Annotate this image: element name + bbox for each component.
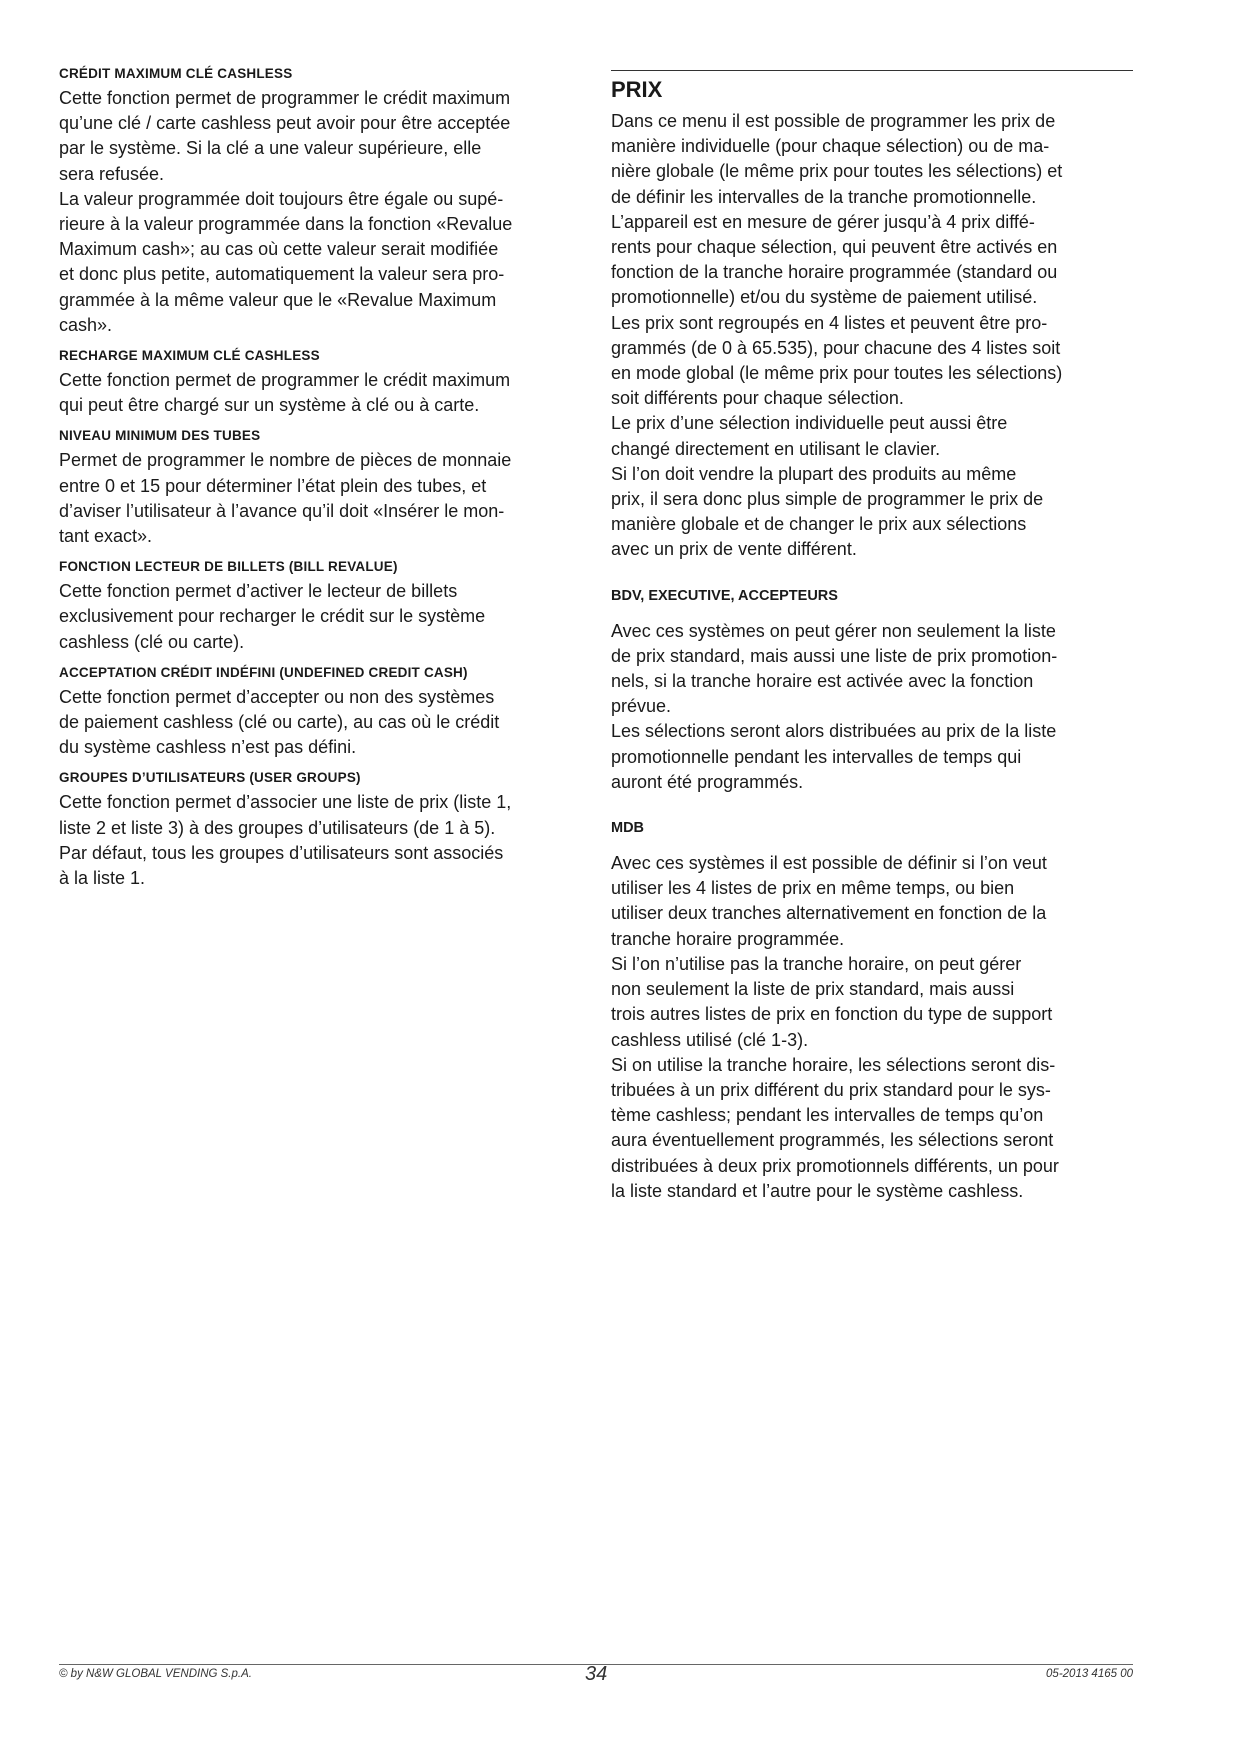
footer-doc-code: 05-2013 4165 00 [1046, 1668, 1133, 1680]
section-heading-tubes-level: NIVEAU MINIMUM DES TUBES [59, 428, 261, 444]
page-number: 34 [585, 1663, 608, 1685]
footer-copyright: © by N&W GLOBAL VENDING S.p.A. [59, 1668, 252, 1680]
subsection-body-bdv: Avec ces systèmes on peut gérer non seulement la liste de prix standard, mais aussi une liste de prix promotion- nels, si la tranche horaire est activée avec la fonction prévue. Les sélections seront alors distribuées au prix de la liste promotionnelle pendant les intervalles de temps qui auront été programmés. [611, 620, 1058, 792]
right-column [611, 66, 1133, 1204]
subsection-heading-mdb: MDB [611, 820, 645, 837]
section-body-bill-reader: Cette fonction permet d’activer le lecteur de billets exclusivement pour recharger le crédit sur le système cashless (clé ou carte). [59, 581, 486, 652]
section-heading-recharge-max: RECHARGE MAXIMUM CLÉ CASHLESS [59, 348, 320, 364]
left-column [59, 66, 586, 891]
section-body-recharge-max: Cette fonction permet de programmer le crédit maximum qui peut être chargé sur un système à clé ou à carte. [59, 370, 511, 416]
prix-title: PRIX [611, 77, 663, 102]
section-body-undefined-credit: Cette fonction permet d’accepter ou non des systèmes de paiement cashless (clé ou carte), au cas où le crédit du système cashless n’est pas défini. [59, 686, 500, 758]
section-heading-undefined-credit: ACCEPTATION CRÉDIT INDÉFINI (UNDEFINED CREDIT CASH) [59, 664, 468, 680]
section-heading-user-groups: GROUPES D’UTILISATEURS (USER GROUPS) [59, 770, 361, 786]
section-heading-bill-reader: FONCTION LECTEUR DE BILLETS (BILL REVALUE) [59, 559, 398, 575]
section-body-credit-max: Cette fonction permet de programmer le crédit maximum qu’une clé / carte cashless peut avoir pour être acceptée par le système. Si la clé a une valeur supérieure, elle sera refusée. La valeur programmée doit toujours être égale ou supé- rieure à la valeur programmée dans la fonction «Revalue Maximum cash»; au cas où cette valeur serait modifiée et donc plus petite, automatiquement la valeur sera pro- grammée à la même valeur que le «Revalue Maximum cash». [59, 88, 513, 335]
section-body-user-groups: Cette fonction permet d’associer une liste de prix (liste 1, liste 2 et liste 3) à des groupes d’utilisateurs (de 1 à 5). Par défaut, tous les groupes d’utilisateurs sont associés à la liste 1. [59, 792, 512, 889]
title-rule [611, 70, 1133, 71]
section-body-tubes-level: Permet de programmer le nombre de pièces de monnaie entre 0 et 15 pour déterminer l’état plein des tubes, et d’aviser l’utilisateur à l’avance qu’il doit «Insérer le mon- tant exact». [59, 450, 512, 547]
subsection-heading-bdv: BDV, EXECUTIVE, ACCEPTEURS [611, 587, 838, 604]
subsection-body-mdb: Avec ces systèmes il est possible de définir si l’on veut utiliser les 4 listes de prix en même temps, ou bien utiliser deux tranches alternativement en fonction de la tranche horaire programmée. Si l’on n’utilise pas la tranche horaire, on peut gérer non seulement la liste de prix standard, mais aussi trois autres listes de prix en fonction du type de support cashless utilisé (clé 1-3). Si on utilise la tranche horaire, les sélections seront dis- tribuées à un prix différent du prix standard pour le sys- tème cashless; pendant les intervalles de temps qu’on aura éventuellement programmés, les sélections seront distribuées à deux prix promotionnels différents, un pour la liste standard et l’autre pour le système cashless. [611, 853, 1059, 1201]
section-heading-credit-max: CRÉDIT MAXIMUM CLÉ CASHLESS [59, 66, 293, 81]
prix-intro: Dans ce menu il est possible de programmer les prix de manière individuelle (pour chaque sélection) ou de ma- nière globale (le même prix pour toutes les sélections) et de définir les intervalles de la tranche promotionnelle. L’appareil est en mesure de gérer jusqu’à 4 prix diffé- rents pour chaque sélection, qui peuvent être activés en fonction de la tranche horaire programmée (standard ou promotionnelle) et/ou du système de paiement utilisé. Les prix sont regroupés en 4 listes et peuvent être pro- grammés (de 0 à 65.535), pour chacune des 4 listes soit en mode global (le même prix pour toutes les sélections) soit différents pour chaque sélection. Le prix d’une sélection individuelle peut aussi être changé directement en utilisant le clavier. Si l’on doit vendre la plupart des produits au même prix, il sera donc plus simple de programmer le prix de manière globale et de changer le prix aux sélections avec un prix de vente différent. [611, 111, 1063, 560]
